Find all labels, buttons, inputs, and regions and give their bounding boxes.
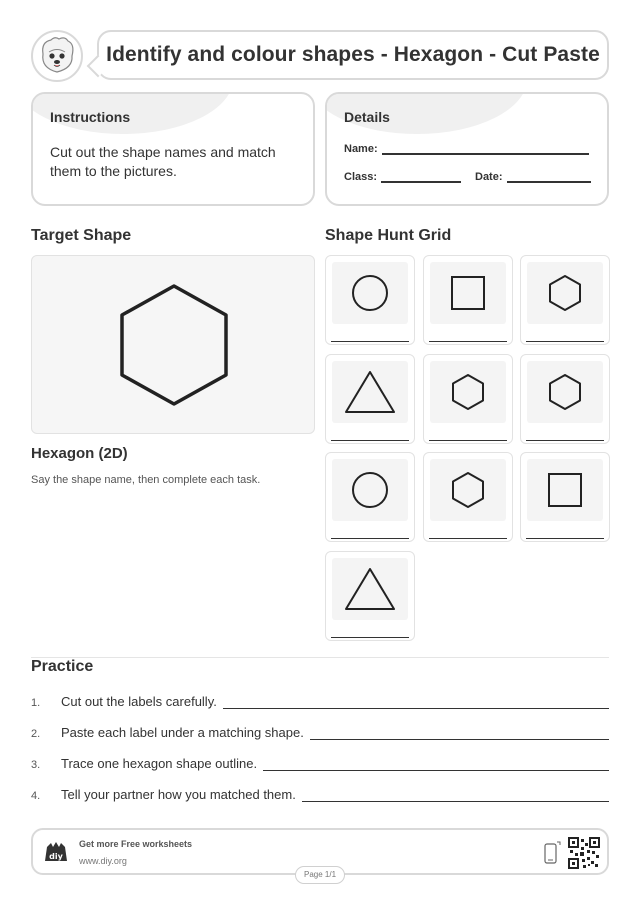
- name-label: Name:: [344, 143, 378, 155]
- practice-item: [31, 787, 609, 802]
- shape-picture: [430, 361, 506, 423]
- mascot-avatar: [31, 30, 83, 82]
- practice-item-number: 3.: [31, 759, 41, 771]
- shape-picture: [527, 361, 603, 423]
- grid-cell-circle[interactable]: [325, 255, 415, 345]
- grid-cell-triangle[interactable]: [325, 354, 415, 444]
- shape-picture: [527, 262, 603, 324]
- grid-cell-square[interactable]: [520, 452, 610, 542]
- label-paste-line[interactable]: [526, 440, 604, 441]
- shape-hint: Say the shape name, then complete each task.: [31, 474, 261, 486]
- svg-text:diy: diy: [49, 852, 63, 861]
- title-banner: [97, 30, 609, 80]
- page-number: Page 1/1: [295, 866, 345, 884]
- practice-item-number: 2.: [31, 728, 41, 740]
- grid-cell-circle[interactable]: [325, 452, 415, 542]
- practice-item-text: Cut out the labels carefully.: [61, 694, 217, 709]
- footer-promo: Get more Free worksheets: [79, 839, 193, 849]
- details-card: [325, 92, 609, 206]
- page-title: Identify and colour shapes - Hexagon - Cut Paste: [106, 43, 600, 66]
- class-field: [344, 171, 461, 183]
- practice-item: [31, 694, 609, 709]
- hexagon-icon: [546, 373, 584, 411]
- grid-cell-triangle[interactable]: [325, 551, 415, 641]
- target-shape-title: Target Shape: [31, 227, 132, 244]
- square-icon: [449, 274, 487, 312]
- grid-cell-hexagon[interactable]: [423, 452, 513, 542]
- grid-cell-hexagon[interactable]: [520, 255, 610, 345]
- phone-icon: [543, 840, 561, 866]
- date-label: Date:: [475, 171, 503, 183]
- label-paste-line[interactable]: [526, 538, 604, 539]
- triangle-icon: [344, 567, 396, 611]
- class-label: Class:: [344, 171, 378, 183]
- grid-cell-square[interactable]: [423, 255, 513, 345]
- hexagon-icon: [449, 373, 487, 411]
- label-paste-line[interactable]: [331, 538, 409, 539]
- instructions-text: Cut out the shape names and match them to the pictures.: [50, 144, 276, 179]
- label-paste-line[interactable]: [331, 341, 409, 342]
- circle-icon: [351, 274, 389, 312]
- shape-name: Hexagon (2D): [31, 445, 128, 462]
- label-paste-line[interactable]: [429, 440, 507, 441]
- label-paste-line[interactable]: [331, 637, 409, 638]
- label-paste-line[interactable]: [331, 440, 409, 441]
- yeti-mascot-icon: [33, 32, 81, 80]
- shape-picture: [430, 262, 506, 324]
- hexagon-icon: [449, 471, 487, 509]
- practice-answer-line[interactable]: [263, 761, 609, 771]
- shape-picture: [332, 262, 408, 324]
- footer-site-link[interactable]: www.diy.org: [79, 856, 127, 866]
- hexagon-icon: [546, 274, 584, 312]
- shape-picture: [332, 361, 408, 423]
- practice-item-text: Paste each label under a matching shape.: [61, 725, 304, 740]
- name-field: [344, 143, 589, 155]
- grid-cell-hexagon[interactable]: [520, 354, 610, 444]
- practice-title: Practice: [31, 658, 94, 675]
- instructions-card: [31, 92, 315, 206]
- shape-hunt-grid-title: Shape Hunt Grid: [325, 227, 452, 244]
- label-paste-line[interactable]: [429, 341, 507, 342]
- diy-logo-icon[interactable]: [43, 841, 69, 863]
- circle-icon: [351, 471, 389, 509]
- instructions-title: Instructions: [50, 109, 131, 125]
- practice-answer-line[interactable]: [223, 699, 609, 709]
- triangle-icon: [344, 370, 396, 414]
- shape-picture: [332, 459, 408, 521]
- square-icon: [546, 471, 584, 509]
- hexagon-icon: [117, 282, 231, 408]
- practice-item-text: Trace one hexagon shape outline.: [61, 756, 258, 771]
- practice-item: [31, 725, 609, 740]
- practice-item-number: 4.: [31, 790, 41, 802]
- label-paste-line[interactable]: [526, 341, 604, 342]
- practice-answer-line[interactable]: [310, 730, 609, 740]
- practice-item: [31, 756, 609, 771]
- date-input-line[interactable]: [507, 171, 591, 183]
- label-paste-line[interactable]: [429, 538, 507, 539]
- section-divider: [31, 657, 609, 658]
- shape-picture: [332, 558, 408, 620]
- class-input-line[interactable]: [381, 171, 461, 183]
- details-title: Details: [344, 109, 390, 125]
- target-shape-box: [31, 255, 315, 434]
- grid-cell-hexagon[interactable]: [423, 354, 513, 444]
- date-field: [475, 171, 591, 183]
- shape-picture: [527, 459, 603, 521]
- practice-item-number: 1.: [31, 697, 41, 709]
- qr-code-icon: [568, 837, 600, 869]
- shape-picture: [430, 459, 506, 521]
- practice-item-text: Tell your partner how you matched them.: [61, 787, 296, 802]
- practice-answer-line[interactable]: [302, 792, 609, 802]
- name-input-line[interactable]: [382, 143, 589, 155]
